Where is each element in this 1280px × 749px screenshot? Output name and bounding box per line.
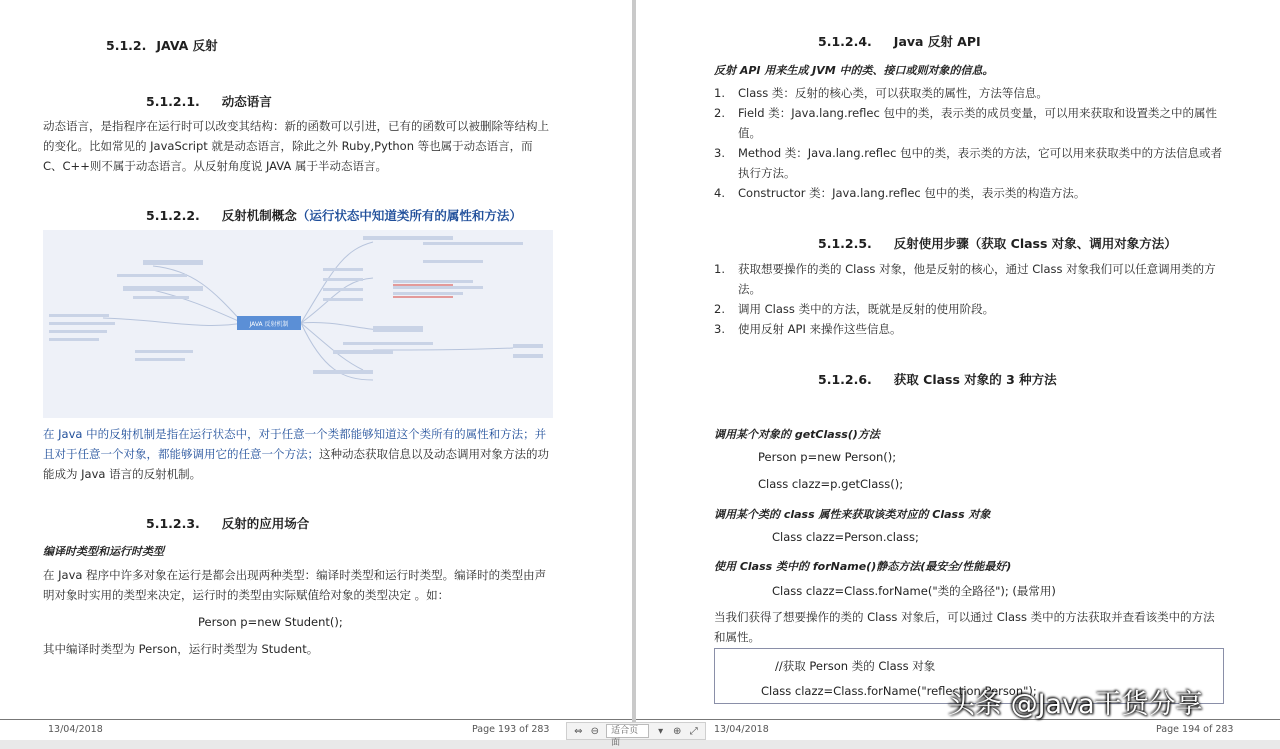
footer-page-right: Page 194 of 283 xyxy=(1156,724,1234,735)
list-reflection-steps xyxy=(714,259,1224,339)
heading-5-1-2-2: 5.1.2.2. 反射机制概念（运行状态中知道类所有的属性和方法） xyxy=(146,208,522,223)
method2-title: 调用某个类的 class 属性来获取该类对应的 Class 对象 xyxy=(714,508,991,521)
viewer-toolbar xyxy=(566,722,706,748)
document-page-left xyxy=(0,0,632,740)
reflection-mindmap-figure xyxy=(43,230,553,418)
document-page-right xyxy=(636,0,1280,740)
paragraph-reflection-concept: 在 Java 中的反射机制是指在运行状态中，对于任意一个类都能够知道这个类所有的属性和方法；并且对于任意一个对象，都能够调用它的任意一个方法；这种动态获取信息以及动态调用对象方法的功能成为 Java 语言的反射机制。 xyxy=(43,427,549,481)
heading-5-1-2-4: 5.1.2.4. Java 反射 API xyxy=(818,34,981,49)
method2-code: Class clazz=Person.class; xyxy=(772,530,919,544)
heading-5-1-2-6: 5.1.2.6. 获取 Class 对象的 3 种方法 xyxy=(818,372,1057,387)
list-item: 1. 获取想要操作的类的 Class 对象，他是反射的核心，通过 Class 对象我们可以任意调用类的方法。 xyxy=(714,262,1216,296)
list-item: 2. 调用 Class 类中的方法，既就是反射的使用阶段。 xyxy=(714,302,995,316)
zoom-out-icon[interactable]: ⊖ xyxy=(590,725,600,737)
list-item: 3. 使用反射 API 来操作这些信息。 xyxy=(714,322,902,336)
list-item: 1. Class 类：反射的核心类，可以获取类的属性，方法等信息。 xyxy=(714,86,1048,100)
list-item: 3. Method 类：Java.lang.reflec 包中的类，表示类的方法，它可以用来获取类中的方法信息或者执行方法。 xyxy=(714,146,1223,180)
chevron-down-icon[interactable]: ▾ xyxy=(658,725,664,737)
note-compile-type: 其中编译时类型为 Person，运行时类型为 Student。 xyxy=(43,642,319,656)
list-reflection-api xyxy=(714,83,1224,203)
method1-code-line1: Person p=new Person(); xyxy=(758,450,897,464)
method1-title: 调用某个对象的 getClass()方法 xyxy=(714,428,880,441)
paragraph-get-class-object: 当我们获得了想要操作的类的 Class 对象后，可以通过 Class 类中的方法获取并查看该类中的方法和属性。 xyxy=(714,610,1215,644)
code-comment: //获取 Person 类的 Class 对象 xyxy=(775,659,936,673)
mindmap-svg xyxy=(43,230,553,418)
heading-5-1-2-3: 5.1.2.3. 反射的应用场合 xyxy=(146,516,310,531)
zoom-in-icon[interactable]: ⊕ xyxy=(672,725,682,737)
fit-page-icon[interactable]: ⇔ xyxy=(574,725,583,737)
method3-code: Class clazz=Class.forName("类的全路径"); (最常用) xyxy=(772,584,1056,598)
watermark: 头条 @Java干货分享 xyxy=(948,689,1203,720)
method1-code-line2: Class clazz=p.getClass(); xyxy=(758,477,904,491)
footer-date-left: 13/04/2018 xyxy=(48,724,103,735)
heading-5-1-2-1: 5.1.2.1. 动态语言 xyxy=(146,94,272,109)
code-person-student: Person p=new Student(); xyxy=(198,615,343,629)
footer-left xyxy=(0,719,632,740)
mindmap-center-label: JAVA 反射机制 xyxy=(249,321,289,328)
list-item: 4. Constructor 类：Java.lang.reflec 包中的类，表示类的构造方法。 xyxy=(714,186,1086,200)
heading-5-1-2-5: 5.1.2.5. 反射使用步骤（获取 Class 对象、调用对象方法） xyxy=(818,236,1177,251)
method3-title: 使用 Class 类中的 forName()静态方法(最安全/性能最好) xyxy=(714,560,1012,573)
subheading-reflection-api: 反射 API 用来生成 JVM 中的类、接口或则对象的信息。 xyxy=(714,64,994,77)
footer-right xyxy=(636,719,1280,740)
footer-date-right: 13/04/2018 xyxy=(714,724,769,735)
fullscreen-icon[interactable]: ⤢ xyxy=(689,725,698,737)
code-forname-line: Class clazz=Class.forName("reflection.Person"); xyxy=(761,684,1037,698)
list-item: 2. Field 类：Java.lang.reflec 包中的类，表示类的成员变量，可以用来获取和设置类之中的属性值。 xyxy=(714,106,1217,140)
paragraph-dynamic-language: 动态语言，是指程序在运行时可以改变其结构：新的函数可以引进，已有的函数可以被删除等结构上的变化。比如常见的 JavaScript 就是动态语言，除此之外 Ruby,Python 等也属于动态语言，而 C、C++则不属于动态语言。从反射角度说 JAVA 属于半动态语言。 xyxy=(43,119,549,173)
heading-5-1-2: 5.1.2. JAVA 反射 xyxy=(106,38,218,53)
zoom-select[interactable]: 适合页面 xyxy=(606,724,649,738)
paragraph-application: 在 Java 程序中许多对象在运行是都会出现两种类型：编译时类型和运行时类型。编译时的类型由声明对象时实用的类型来决定，运行时的类型由实际赋值给对象的类型决定 。如： xyxy=(43,568,547,602)
footer-page-left: Page 193 of 283 xyxy=(472,724,550,735)
subheading-compile-runtime-type: 编译时类型和运行时类型 xyxy=(43,545,164,558)
